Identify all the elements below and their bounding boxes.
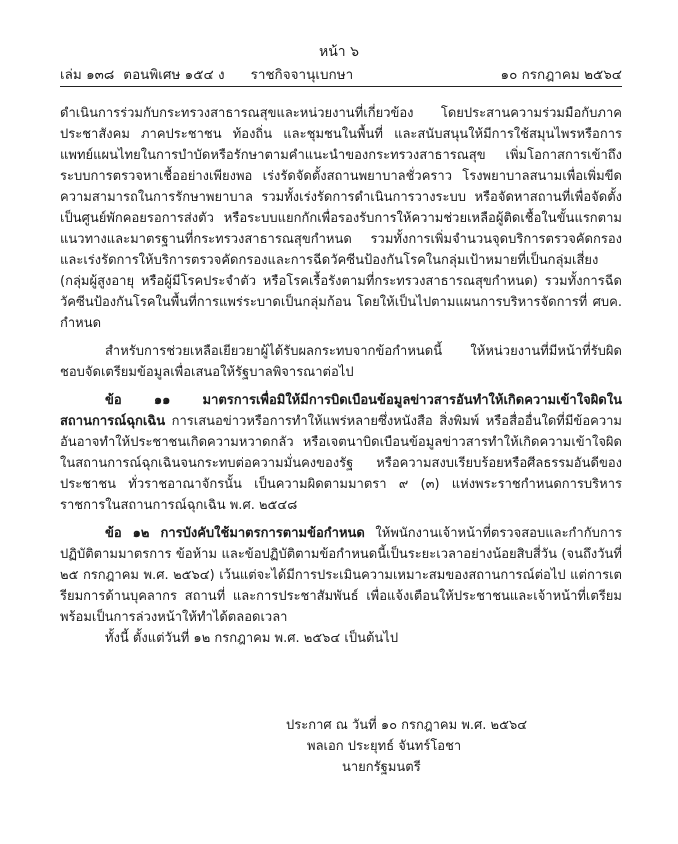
section-12-heading: ข้อ ๑๒ การบังคับใช้มาตรการตามข้อกำหนด xyxy=(105,526,365,541)
volume-label: เล่ม ๑๓๘ xyxy=(60,67,115,83)
section-12-text: ให้พนักงานเจ้าหน้าที่ตรวจสอบและกำกับการปฏิบัติตามมาตรการ ข้อห้าม และข้อปฏิบัติตามข้อกำหนดนี้เป็นระยะเวลาอย่างน้อยสิบสี่วัน (จนถึงวันที่ ๒๕ กรกฎาคม พ.ศ. ๒๕๖๔) เว้นแต่จะได้มีการประเมินความเหมาะสมของสถานการณ์ต่อไป แต่การเตรียมการด้านบุคลากร สถานที่ และการประชาสัมพันธ์ เพื่อแจ้งเตือนให้ประชาชนและเจ้าหน้าที่เตรียมพร้อมเป็นการล่วงหน้าให้ทำได้ตลอดเวลา xyxy=(60,526,622,625)
effective-date: ทั้งนี้ ตั้งแต่วันที่ ๑๒ กรกฎาคม พ.ศ. ๒๕๖๔ เป็นต้นไป xyxy=(105,631,399,646)
paragraph-measures: ดำเนินการร่วมกับกระทรวงสาธารณสุขและหน่วยงานที่เกี่ยวข้อง โดยประสานความร่วมมือกับภาคประชาสังคม ภาคประชาชน ท้องถิ่น และชุมชนในพื้นที่ และสนับสนุนให้มีการใช้สมุนไพรหรือการแพทย์แผนไทยในการบำบัดหรือรักษาตามคำแนะนำของกระทรวงสาธารณสุข เพิ่มโอกาสการเข้าถึงระบบการตรวจหาเชื้ออย่างเพียงพอ เร่งรัดจัดตั้งสถานพยาบาลชั่วคราว โรงพยาบาลสนามเพื่อเพิ่มขีดความสามารถในการรักษาพยาบาล รวมทั้งเร่งรัดการดำเนินการวางระบบ หรือจัดหาสถานที่เพื่อจัดตั้งเป็นศูนย์พักคอยรอการส่งตัว หรือระบบแยกกักเพื่อรองรับการให้ความช่วยเหลือผู้ติดเชื้อในขั้นแรกตามแนวทางและมาตรฐานที่กระทรวงสาธารณสุขกำหนด รวมทั้งการเพิ่มจำนวนจุดบริการตรวจคัดกรองและเร่งรัดการให้บริการตรวจคัดกรองและการฉีดวัคซีนป้องกันโรคในกลุ่มเป้าหมายที่เป็นกลุ่มเสี่ยง (กลุ่มผู้สูงอายุ หรือผู้มีโรคประจำตัว หรือโรคเรื้อรังตามที่กระทรวงสาธารณสุขกำหนด) รวมทั้งการฉีดวัคซีนป้องกันโรคในพื้นที่การแพร่ระบาดเป็นกลุ่มก้อน โดยให้เป็นไปตามแผนการบริหารจัดการที่ ศบค. กำหนด xyxy=(60,106,622,331)
signatory-title: นายกรัฐมนตรี xyxy=(342,760,421,775)
gazette-header xyxy=(60,63,622,85)
signature-block xyxy=(0,715,678,778)
gazette-name: ราชกิจจานุเบกษา xyxy=(250,67,354,83)
issue-label: ตอนพิเศษ ๑๕๔ ง xyxy=(123,67,225,83)
issue-info xyxy=(60,63,225,85)
header-date: ๑๐ กรกฎาคม ๒๕๖๔ xyxy=(500,67,622,83)
header-divider xyxy=(60,86,622,87)
section-11 xyxy=(60,390,622,516)
signatory-name: พลเอก ประยุทธ์ จันทร์โอชา xyxy=(307,739,462,754)
paragraph-relief: สำหรับการช่วยเหลือเยียวยาผู้ได้รับผลกระทบจากข้อกำหนดนี้ ให้หน่วยงานที่มีหน้าที่รับผิดชอบจัดเตรียมข้อมูลเพื่อเสนอให้รัฐบาลพิจารณาต่อไป xyxy=(60,344,622,380)
section-11-text: การเสนอข่าวหรือการทำให้แพร่หลายซึ่งหนังสือ สิ่งพิมพ์ หรือสื่ออื่นใดที่มีข้อความอันอาจทำให้ประชาชนเกิดความหวาดกลัว หรือเจตนาบิดเบือนข้อมูลข่าวสารทำให้เกิดความเข้าใจผิดในสถานการณ์ฉุกเฉินจนกระทบต่อความมั่นคงของรัฐ หรือความสงบเรียบร้อยหรือศีลธรรมอันดีของประชาชน ทั่วราชอาณาจักรนั้น เป็นความผิดตามมาตรา ๙ (๓) แห่งพระราชกำหนดการบริหารราชการในสถานการณ์ฉุกเฉิน พ.ศ. ๒๕๔๘ xyxy=(60,414,622,513)
document-body xyxy=(60,103,622,649)
section-11-heading: ข้อ ๑๑ มาตรการเพื่อมิให้มีการบิดเบือนข้อมูลข่าวสารอันทำให้เกิดความเข้าใจผิดในสถานการณ์ฉุกเฉิน xyxy=(60,393,622,429)
page-number: หน้า ๖ xyxy=(319,44,359,60)
announcement-date: ประกาศ ณ วันที่ ๑๐ กรกฎาคม พ.ศ. ๒๕๖๔ xyxy=(286,718,528,733)
section-12 xyxy=(60,523,622,628)
